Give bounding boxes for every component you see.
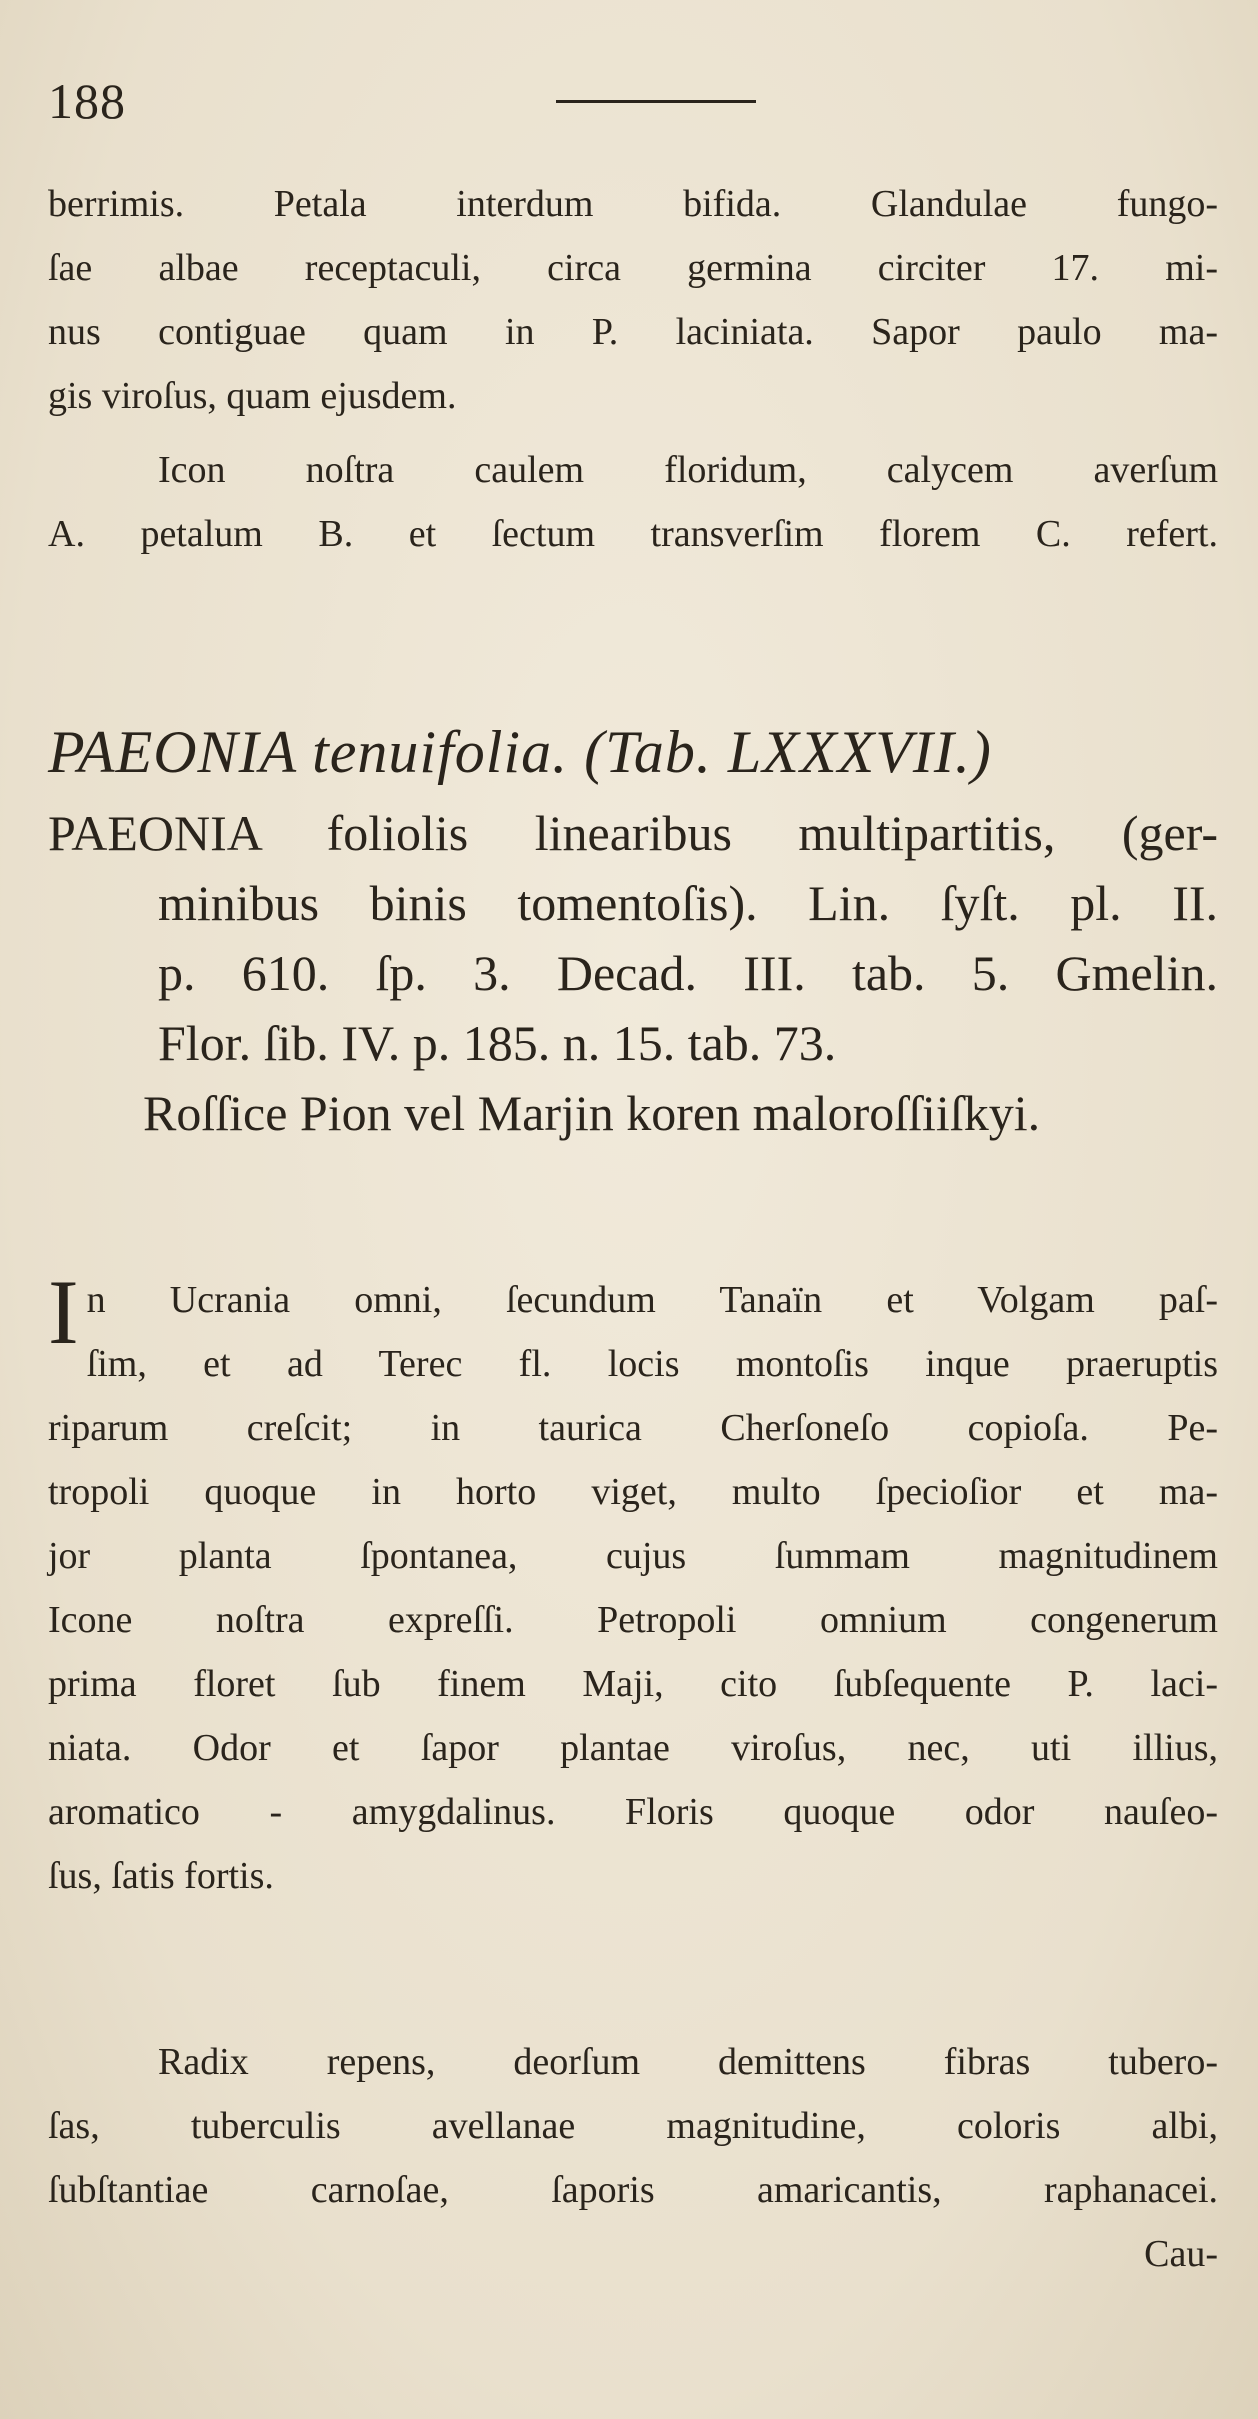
text-line: niata. Odor et ſapor plantae viroſus, nec, uti illius,	[48, 1727, 1218, 1769]
text-line: ſae albae receptaculi, circa germina circiter 17. mi-	[48, 247, 1218, 289]
text-line: ſubſtantiae carnoſae, ſaporis amaricantis, raphanacei.	[48, 2169, 1218, 2211]
header-rule	[556, 100, 756, 103]
text-line: prima floret ſub finem Maji, cito ſubſequente P. laci-	[48, 1663, 1218, 1705]
russian-name: Roſſice Pion vel Marjin koren maloroſſiiſkyi.	[143, 1085, 1041, 1141]
synonymy-line: PAEONIA foliolis linearibus multipartitis, (ger-	[48, 805, 1218, 861]
synonymy-line: minibus binis tomentoſis). Lin. ſyſt. pl. II.	[158, 875, 1218, 931]
text-line: berrimis. Petala interdum bifida. Glandulae fungo-	[48, 183, 1218, 225]
text-line	[48, 1261, 1218, 1363]
text-line: Icone noſtra expreſſi. Petropoli omnium congenerum	[48, 1599, 1218, 1641]
text-line: ſas, tuberculis avellanae magnitudine, coloris albi,	[48, 2105, 1218, 2147]
text-line: nus contiguae quam in P. laciniata. Sapor paulo ma-	[48, 311, 1218, 353]
text-line: riparum creſcit; in taurica Cherſoneſo copioſa. Pe-	[48, 1407, 1218, 1449]
icon-caption-line: Icon noſtra caulem floridum, calycem averſum	[158, 449, 1218, 491]
text-line: Radix repens, deorſum demittens fibras tubero-	[158, 2041, 1218, 2083]
text-line: aromatico - amygdalinus. Floris quoque odor nauſeo-	[48, 1791, 1218, 1833]
radix-paragraph	[48, 2030, 1218, 2286]
page-number: 188	[48, 73, 126, 129]
text-line: ſus, ſatis fortis.	[48, 1855, 274, 1897]
text-line: ſim, et ad Terec fl. locis montoſis inque praeruptis	[86, 1343, 1218, 1385]
catchword: Cau-	[1144, 2233, 1218, 2275]
species-title: PAEONIA tenuifolia. (Tab. LXXXVII.)	[48, 719, 992, 785]
icon-caption-line: A. petalum B. et ſectum transverſim florem C. refert.	[48, 513, 1218, 555]
text-line-body: n Ucrania omni, ſecundum Tanaïn et Volgam paſ-	[86, 1279, 1218, 1321]
synonymy-line: Flor. ſib. IV. p. 185. n. 15. tab. 73.	[158, 1015, 837, 1071]
text-line: gis viroſus, quam ejusdem.	[48, 375, 457, 417]
species-entry	[48, 720, 1218, 1148]
text-line: jor planta ſpontanea, cujus ſummam magnitudinem	[48, 1535, 1218, 1577]
drop-cap: I	[48, 1261, 79, 1363]
previous-section-text	[48, 172, 1218, 566]
page-header	[48, 60, 1198, 129]
habitat-paragraph	[48, 1261, 1218, 1908]
synonymy-line: p. 610. ſp. 3. Decad. III. tab. 5. Gmelin.	[158, 945, 1218, 1001]
text-line: tropoli quoque in horto viget, multo ſpecioſior et ma-	[48, 1471, 1218, 1513]
